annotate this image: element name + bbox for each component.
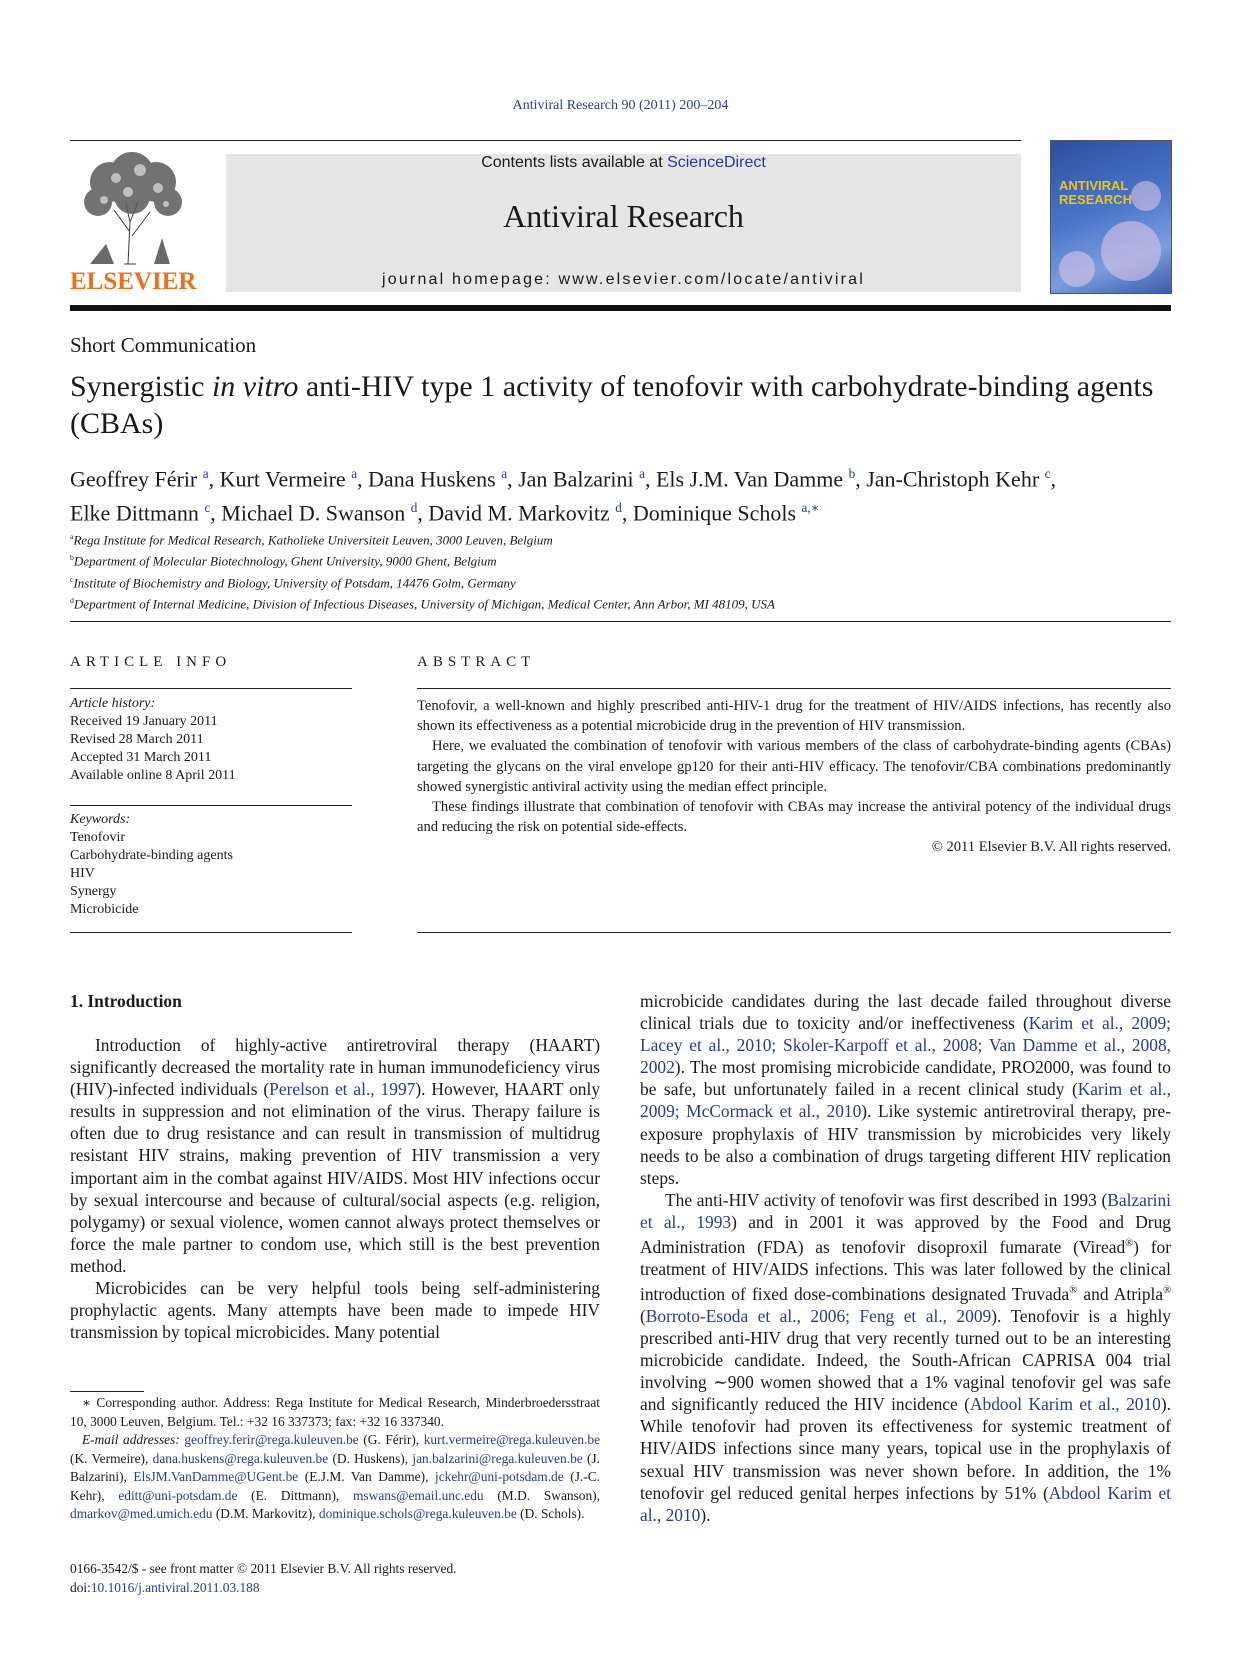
citation-link[interactable]: kurt.vermeire@rega.kuleuven.be (423, 1432, 601, 1447)
abstract-paragraph: Tenofovir, a well-known and highly prescribed anti-HIV-1 drug for the treatment of HIV/AIDS infections, has recently also shown its effectiveness as a potential microbicide drug in the prevention of HIV transmission. (417, 698, 1171, 735)
journal-title: Antiviral Research (503, 198, 744, 234)
author-affiliation-marker[interactable]: a (639, 466, 645, 481)
abstract-text (417, 696, 1171, 858)
sciencedirect-link[interactable]: ScienceDirect (667, 154, 766, 171)
contents-line: Contents lists available at ScienceDirect (481, 154, 766, 171)
article-info-rule (70, 688, 352, 689)
citation-link[interactable]: dana.huskens@rega.kuleuven.be (152, 1450, 329, 1466)
history-label: Article history: (70, 696, 156, 711)
affiliation (70, 528, 1170, 549)
citation-link[interactable]: geoffrey.ferir@rega.kuleuven.be (184, 1432, 359, 1447)
abstract-rule (417, 688, 1171, 689)
keywords-label: Keywords: (70, 812, 131, 827)
keyword: HIV (70, 866, 95, 881)
citation-link[interactable]: jan.balzarini@rega.kuleuven.be (412, 1450, 583, 1466)
citation-link[interactable]: Perelson et al., 1997 (269, 1079, 416, 1100)
abstract-paragraph: These findings illustrate that combination of tenofovir with CBAs may increase the antiviral potency of the individual drugs and reducing the risk on potential side-effects. (417, 799, 1171, 836)
author-affiliation-marker[interactable]: a,∗ (801, 500, 820, 516)
citation-link[interactable]: Karim et al., 2009; Lacey et al., 2010; Skoler-Karpoff et al., 2008; Van Damme et al., 2008, 2002 (640, 1013, 1171, 1078)
issn-line: 0166-3542/$ - see front matter © 2011 Elsevier B.V. All rights reserved. (70, 1561, 457, 1576)
keywords-block (70, 811, 352, 919)
citation-link[interactable]: Balzarini et al., 1993 (640, 1189, 1171, 1232)
abstract-bottom-rule (417, 932, 1171, 933)
keyword: Synergy (70, 884, 117, 899)
author-affiliation-marker[interactable]: a (501, 466, 508, 481)
author-name[interactable]: Dominique Schols (632, 500, 797, 526)
citation-link[interactable]: ElsJM.VanDamme@UGent.be (133, 1469, 299, 1484)
registered-mark: ® (1069, 1285, 1078, 1297)
citation-link[interactable]: Abdool Karim et al., 2010 (969, 1394, 1161, 1415)
author-affiliation-marker[interactable]: a (202, 466, 209, 481)
journal-header-box (226, 154, 1021, 292)
email-label: E-mail addresses: (82, 1432, 185, 1447)
body-paragraph: Microbicides can be very helpful tools being self-administering prophylactic agents. Many attempts have been made to impede HIV transmission by topical microbicides. Many potential (70, 1278, 600, 1343)
corresponding-author-note: ∗ Corresponding author. Address: Rega Institute for Medical Research, Minderbroedersstraat 10, 3000 Leuven, Belgium. Tel.: +32 16 337373; fax: +32 16 337340. (70, 1395, 600, 1429)
body-column-left (70, 1034, 600, 1343)
keywords-rule (70, 805, 352, 806)
footnote-rule (70, 1391, 144, 1392)
affiliation-marker: b (70, 553, 74, 563)
author-name[interactable]: Els J.M. Van Damme (655, 466, 844, 492)
keyword: Carbohydrate-binding agents (70, 848, 233, 863)
front-matter: 0166-3542/$ - see front matter © 2011 Elsevier B.V. All rights reserved. doi:10.1016/j.antiviral.2011.03.188 (70, 1560, 670, 1597)
elsevier-wordmark: ELSEVIER (70, 268, 197, 295)
cover-title-1: ANTIVIRAL (1059, 178, 1129, 193)
registered-mark: ® (1125, 1238, 1134, 1250)
affiliation-marker: c (70, 574, 74, 584)
affiliation (70, 592, 1170, 613)
article-title: Synergistic in vitro anti-HIV type 1 activity of tenofovir with carbohydrate-binding agents (CBAs) (70, 370, 1154, 440)
body-paragraph: Introduction of highly-active antiretroviral therapy (HAART) significantly decreased the mortality rate in human immunodeficiency virus (HIV)-infected individuals (Perelson et al., 1997). However, HAART only results in suppression and not elimination of the virus. Therapy failure is often due to drug resistance and can result in transmission of multidrug resistant HIV strains, making prevention of HIV transmission a very important aim in the combat against HIV/AIDS. Most HIV infections occur by sexual intercourse and because of cultural/social aspects (e.g. religion, polygamy) or sexual violence, women cannot always protect themselves or force the male partner to condom use, which still is the best prevention method. (70, 1035, 601, 1276)
registered-mark: ® (1163, 1285, 1171, 1297)
journal-homepage[interactable]: journal homepage: www.elsevier.com/locate/antiviral (381, 271, 866, 288)
author-affiliation-marker[interactable]: b (848, 466, 856, 481)
author-affiliation-marker[interactable]: c (1044, 466, 1051, 481)
author-affiliation-marker[interactable]: d (410, 500, 418, 516)
elsevier-logo[interactable] (70, 152, 196, 296)
email-addresses-note: E-mail addresses: geoffrey.ferir@rega.kuleuven.be (G. Férir), kurt.vermeire@rega.kuleuven.be (K. Vermeire), dana.huskens@rega.kuleuven.be (D. Huskens), jan.balzarini@rega.kuleuven.be (J. Balzarini), ElsJM.VanDamme@UGent.be (E.J.M. Van Damme), jckehr@uni-potsdam.de (J.-C. Kehr), editt@uni-potsdam.de (E. Dittmann), mswans@email.unc.edu (M.D. Swanson), dmarkov@med.umich.edu (D.M. Markovitz), dominique.schols@rega.kuleuven.be (D. Schols). (70, 1432, 601, 1521)
elsevier-tree-icon (70, 152, 196, 268)
author-name[interactable]: Jan-Christoph Kehr (866, 466, 1040, 492)
affiliation-rule (70, 621, 1171, 622)
journal-cover-thumbnail[interactable] (1050, 140, 1172, 294)
author-affiliation-marker[interactable]: d (615, 500, 622, 516)
citation-link[interactable]: Borroto-Esoda et al., 2006; Feng et al., 2009 (645, 1305, 992, 1326)
section-heading-introduction: 1. Introduction (70, 991, 182, 1011)
author-affiliation-marker[interactable]: c (204, 500, 211, 516)
citation-link[interactable]: mswans@email.unc.edu (353, 1487, 484, 1503)
citation-link[interactable]: editt@uni-potsdam.de (118, 1487, 238, 1503)
affiliation-marker: d (70, 595, 74, 605)
history-entry: Available online 8 April 2011 (70, 768, 236, 783)
author-name[interactable]: Geoffrey Férir (70, 466, 198, 492)
top-rule (70, 140, 1021, 141)
body-paragraph: microbicide candidates during the last decade failed throughout diverse clinical trials due to toxicity and/or ineffectiveness (Karim et al., 2009; Lacey et al., 2010; Skoler-Karpoff et al., 2008; Van Damme et al., 2008, 2002). The most promising microbicide candidate, PRO2000, was found to be safe, but unfortunately failed in a recent clinical study (Karim et al., 2009; McCormack et al., 2010). Like systemic antiretroviral therapy, pre-exposure prophylaxis of HIV transmission by microbicides very likely needs to be also a combination of drugs targeting different HIV replication steps. (640, 991, 1171, 1188)
affiliation-text: Department of Molecular Biotechnology, Ghent University, 9000 Ghent, Belgium (73, 553, 497, 569)
citation-link[interactable]: Karim et al., 2009; McCormack et al., 2010 (640, 1079, 1171, 1122)
affiliation-text: Rega Institute for Medical Research, Katholieke Universiteit Leuven, 3000 Leuven, Belgium (73, 532, 553, 548)
author-name[interactable]: David M. Markovitz (428, 500, 610, 526)
history-entry: Accepted 31 March 2011 (70, 750, 212, 765)
doi-link[interactable]: 10.1016/j.antiviral.2011.03.188 (90, 1579, 260, 1595)
author-name[interactable]: Michael D. Swanson (221, 500, 406, 526)
article-info-heading: ARTICLE INFO (70, 654, 232, 670)
author-name[interactable]: Kurt Vermeire (219, 466, 346, 492)
affiliation-marker: a (70, 532, 74, 541)
affiliation-text: Institute of Biochemistry and Biology, University of Potsdam, 14476 Golm, Germany (73, 574, 516, 590)
author-affiliation-marker[interactable]: a (351, 466, 358, 481)
article-type: Short Communication (70, 333, 257, 357)
citation-link[interactable]: dominique.schols@rega.kuleuven.be (318, 1506, 517, 1521)
abstract-copyright: © 2011 Elsevier B.V. All rights reserved. (931, 839, 1171, 856)
keyword: Tenofovir (70, 830, 126, 845)
abstract-heading: ABSTRACT (417, 654, 536, 670)
affiliation-list (70, 528, 1170, 613)
author-name[interactable]: Jan Balzarini (518, 466, 634, 492)
article-info-bottom-rule (70, 932, 352, 933)
masthead-thick-rule (70, 305, 1171, 311)
affiliation-text: Department of Internal Medicine, Division of Infectious Diseases, University of Michigan, Medical Center, Ann Arbor, MI 48109, USA (73, 596, 775, 612)
article-history (70, 695, 352, 785)
citation-link[interactable]: jckehr@uni-potsdam.de (434, 1469, 564, 1484)
body-column-right (640, 990, 1171, 1526)
journal-citation[interactable]: Antiviral Research 90 (2011) 200–204 (512, 98, 729, 113)
history-entry: Received 19 January 2011 (70, 714, 218, 729)
history-entry: Revised 28 March 2011 (70, 732, 204, 747)
footnotes (70, 1394, 600, 1524)
author-name[interactable]: Elke Dittmann (70, 500, 199, 526)
citation-link[interactable]: Abdool Karim et al., 2010 (640, 1482, 1171, 1525)
cover-title-2: RESEARCH (1059, 192, 1132, 207)
affiliation (70, 549, 1170, 570)
affiliation (70, 571, 1170, 592)
citation-link[interactable]: dmarkov@med.umich.edu (70, 1506, 213, 1521)
author-list: Geoffrey Férir $^a$, Kurt Vermeire $^a$, Dana Huskens $^a$, Jan Balzarini $^a$, Els J.M. Van Damme $^b$, Jan-Christoph Kehr $^c$, Elke Dittmann $^c$, Michael D. Swanson $^d$, David M. Markovitz $^d$, Dominique Schols $^{a,∗}$ (70, 466, 1057, 526)
author-name[interactable]: Dana Huskens (368, 466, 496, 492)
keyword: Microbicide (70, 902, 139, 917)
body-paragraph: The anti-HIV activity of tenofovir was first described in 1993 (Balzarini et al., 1993) and in 2001 it was approved by the Food and Drug Administration (FDA) as tenofovir disoproxil fumarate (Viread®) for treatment of HIV/AIDS infections. This was later followed by the clinical introduction of fixed dose-combinations designated Truvada® and Atripla® (Borroto-Esoda et al., 2006; Feng et al., 2009). Tenofovir is a highly prescribed anti-HIV drug that very recently turned out to be an interesting microbicide candidate. Indeed, the South-African CAPRISA 004 trial involving ∼900 women showed that a 1% vaginal tenofovir gel was safe and significantly reduced the HIV incidence (Abdool Karim et al., 2010). While tenofovir had proven its effectiveness for systemic treatment of HIV/AIDS infections since many years, topical use in the prophylaxis of sexual HIV transmission was never shown before. In addition, the 1% tenofovir gel reduced genital herpes infections by 51% (Abdool Karim et al., 2010). (640, 1189, 1171, 1525)
abstract-paragraph: Here, we evaluated the combination of tenofovir with various members of the class of carbohydrate-binding agents (CBAs) targeting the glycans on the viral envelope gp120 for their anti-HIV efficacy. The tenofovir/CBA combinations predominantly showed synergistic antiviral activity using the median effect principle. (417, 738, 1171, 795)
